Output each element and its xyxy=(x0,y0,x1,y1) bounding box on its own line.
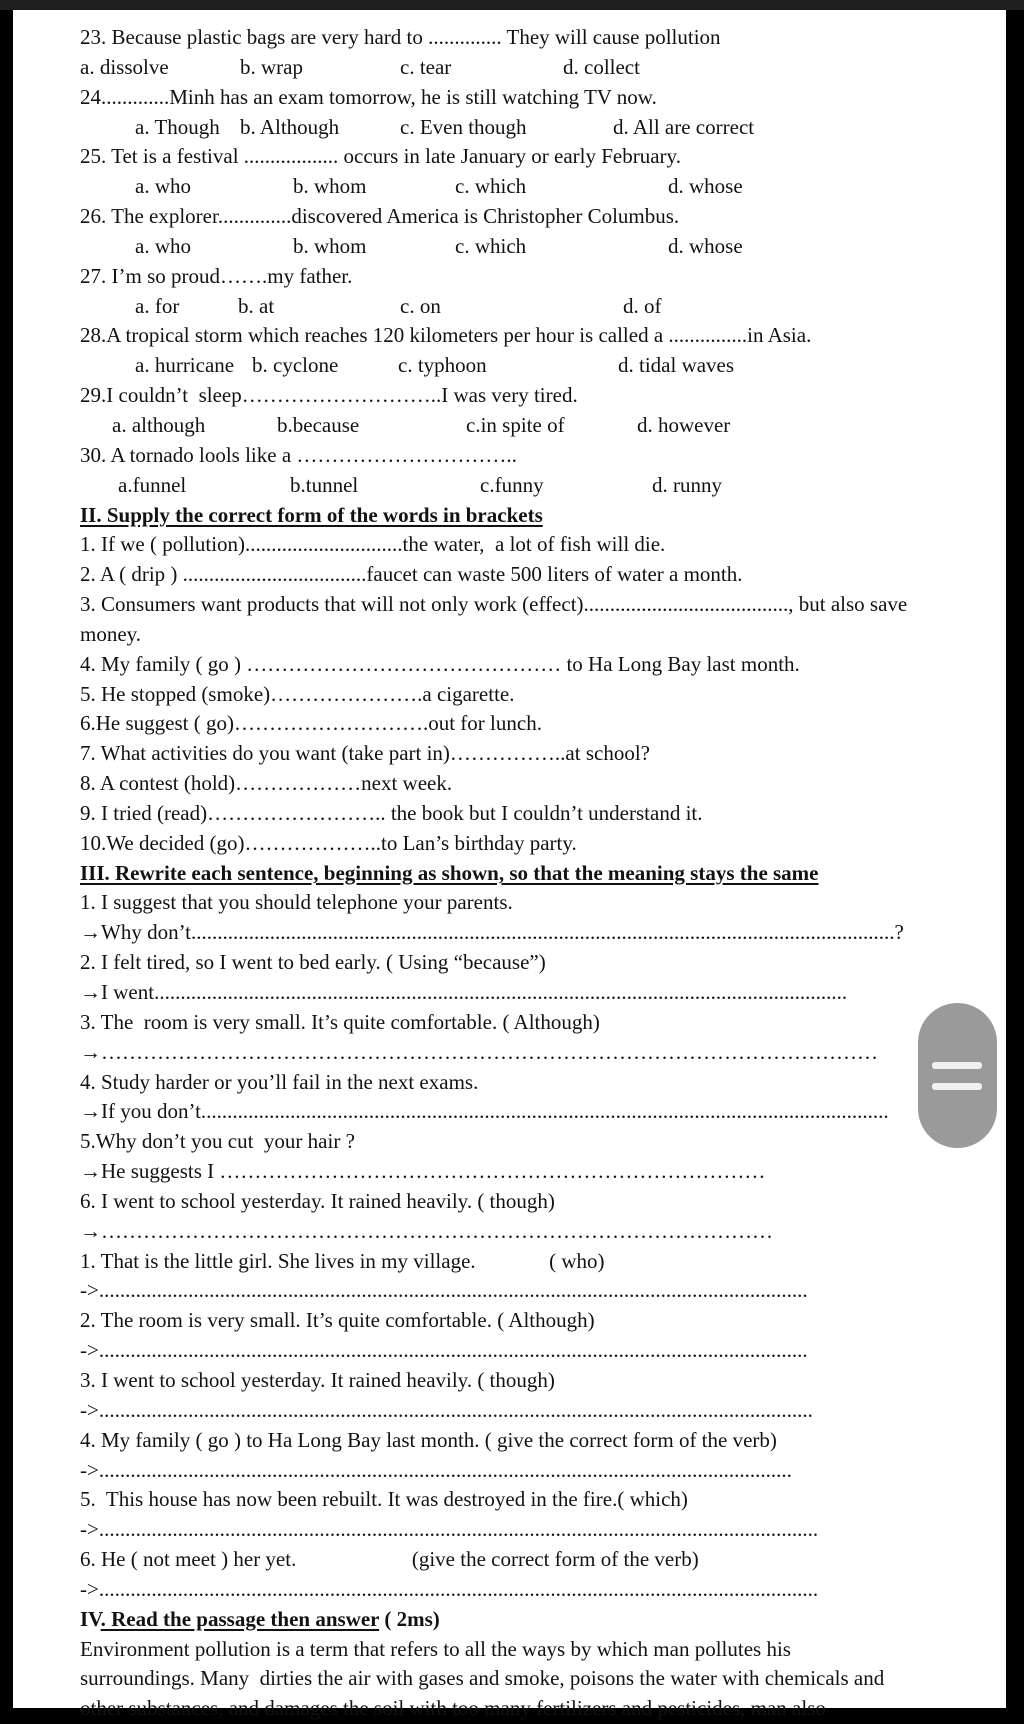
option-item: d. tidal waves xyxy=(618,353,735,378)
section-heading xyxy=(80,501,1006,531)
exam-text-line: 30. A tornado lools like a ………………………….. xyxy=(80,442,517,467)
option-item: a. although xyxy=(112,412,206,437)
answer-blank-line: →Why don’t......................................................................................................................................? xyxy=(80,920,904,945)
answer-blank-line: ->....................................................................................................................................... xyxy=(80,1278,808,1303)
option-item: c. on xyxy=(400,293,441,318)
exam-text-line: other substances, and damages the soil with too many fertilizers and pesticides, man also xyxy=(80,1696,826,1721)
exam-text-line: 2. The room is very small. It’s quite comfortable. ( Although) xyxy=(80,1308,595,1333)
options-row xyxy=(135,113,1006,143)
option-item: b. wrap xyxy=(240,54,303,79)
exam-text-line: 6. He ( not meet ) her yet. (give the correct form of the verb) xyxy=(80,1547,699,1572)
top-border-bar xyxy=(0,0,1024,10)
option-item: d. All are correct xyxy=(613,114,755,139)
exam-text-line: money. xyxy=(80,621,142,646)
option-item: a.funnel xyxy=(118,472,187,497)
option-item: d. runny xyxy=(652,472,722,497)
option-item: a. for xyxy=(135,293,180,318)
exam-text-line: 4. Study harder or you’ll fail in the next exams. xyxy=(80,1069,479,1094)
option-item: d. of xyxy=(623,293,662,318)
option-item: b.tunnel xyxy=(290,472,359,497)
option-item: b.because xyxy=(277,412,360,437)
answer-blank-line: ->....................................................................................................................................... xyxy=(80,1338,808,1363)
scroll-handle[interactable] xyxy=(918,1003,997,1148)
answer-blank-line: →I went.................................................................................................................................... xyxy=(80,980,848,1004)
exam-text-line: 2. I felt tired, so I went to bed early. ( Using “because”) xyxy=(80,950,546,975)
scroll-handle-grip-line xyxy=(932,1062,982,1069)
option-item: b. whom xyxy=(293,233,367,258)
exam-text-line: 1. I suggest that you should telephone your parents. xyxy=(80,890,513,915)
section-heading-part: ( 2ms) xyxy=(379,1606,440,1631)
exam-text-line: 5.Why don’t you cut your hair ? xyxy=(80,1129,355,1154)
options-row xyxy=(135,232,1006,262)
section-heading xyxy=(80,859,1006,889)
exam-text-line: 5. He stopped (smoke)………………….a cigarette. xyxy=(80,681,515,706)
exam-text-line: 29.I couldn’t sleep………………………..I was very tired. xyxy=(80,383,578,408)
option-item: b. cyclone xyxy=(252,353,339,378)
option-item: c. which xyxy=(455,233,527,258)
exam-text-line: 4. My family ( go ) ……………………………………… to Ha Long Bay last month. xyxy=(80,651,800,676)
exam-text-line: 9. I tried (read)…………………….. the book but I couldn’t understand it. xyxy=(80,800,703,825)
section-heading xyxy=(80,1605,1006,1635)
answer-blank-line: →If you don’t................................................................................................................................... xyxy=(80,1099,889,1124)
section-heading-text: II. Supply the correct form of the words in brackets xyxy=(80,502,543,527)
option-item: a. Though xyxy=(135,114,220,139)
exam-text-line: 27. I’m so proud…….my father. xyxy=(80,263,353,288)
exam-text-line: 10.We decided (go)………………..to Lan’s birthday party. xyxy=(80,830,577,855)
exam-text-line: 6.He suggest ( go)……………………….out for lunch. xyxy=(80,711,542,736)
options-row xyxy=(135,172,1006,202)
exam-text-line: 4. My family ( go ) to Ha Long Bay last month. ( give the correct form of the verb) xyxy=(80,1427,777,1452)
option-item: b. Although xyxy=(240,114,340,139)
answer-blank-line: →…………………………………………………………………………………… xyxy=(80,1218,773,1243)
document-page xyxy=(13,10,1006,1721)
options-row xyxy=(135,351,1006,381)
options-row xyxy=(135,292,1006,322)
answer-blank-line: ->......................................................................................................................................... xyxy=(80,1517,819,1542)
answer-blank-line: →He suggests I …………………………………………………………………… xyxy=(80,1159,766,1184)
option-item: c. typhoon xyxy=(398,353,487,378)
option-item: c. Even though xyxy=(400,114,527,139)
exam-text-line: 3. The room is very small. It’s quite comfortable. ( Although) xyxy=(80,1009,600,1034)
option-item: c.in spite of xyxy=(466,412,565,437)
exam-text-line: 8. A contest (hold)………………next week. xyxy=(80,771,453,796)
exam-text-line: 26. The explorer..............discovered America is Christopher Columbus. xyxy=(80,204,680,229)
option-item: a. dissolve xyxy=(80,54,169,79)
exam-text-line: 7. What activities do you want (take part in)……………..at school? xyxy=(80,741,650,766)
section-heading-part: IV xyxy=(80,1606,101,1631)
answer-blank-line: ->......................................................................................................................................... xyxy=(80,1576,819,1601)
exam-text-line: 5. This house has now been rebuilt. It was destroyed in the fire.( which) xyxy=(80,1487,688,1512)
exam-text-line: 6. I went to school yesterday. It rained heavily. ( though) xyxy=(80,1188,555,1213)
document-content xyxy=(13,10,1006,1724)
option-item: b. whom xyxy=(293,174,367,199)
exam-text-line: 23. Because plastic bags are very hard to .............. They will cause pollution xyxy=(80,25,721,49)
option-item: b. at xyxy=(238,293,275,318)
option-item: d. whose xyxy=(668,233,743,258)
answer-blank-line: →………………………………………………………………………………………………… xyxy=(80,1039,878,1064)
exam-text-line: 1. That is the little girl. She lives in my village. ( who) xyxy=(80,1248,605,1273)
option-item: c. which xyxy=(455,174,527,199)
option-item: c.funny xyxy=(480,472,544,497)
option-item: a. who xyxy=(135,174,191,199)
exam-text-line: 24.............Minh has an exam tomorrow, he is still watching TV now. xyxy=(80,84,657,109)
option-item: a. hurricane xyxy=(135,353,235,378)
answer-blank-line: ->.................................................................................................................................... xyxy=(80,1457,792,1482)
section-heading-text: III. Rewrite each sentence, beginning as shown, so that the meaning stays the same xyxy=(80,860,819,885)
option-item: c. tear xyxy=(400,54,452,79)
options-row xyxy=(80,53,1006,83)
section-heading-part: . Read the passage then answer xyxy=(100,1606,380,1631)
option-item: a. who xyxy=(135,233,191,258)
answer-blank-line: ->........................................................................................................................................ xyxy=(80,1397,813,1422)
exam-text-line: 3. I went to school yesterday. It rained heavily. ( though) xyxy=(80,1367,555,1392)
exam-text-line: 1. If we ( pollution)..............................the water, a lot of fish will die. xyxy=(80,532,666,557)
option-item: d. however xyxy=(637,412,731,437)
scroll-handle-grip-line xyxy=(932,1083,982,1090)
exam-text-line: 3. Consumers want products that will not only work (effect)......................................., but also save xyxy=(80,592,908,617)
exam-text-line: surroundings. Many dirties the air with gases and smoke, poisons the water with chemicals and xyxy=(80,1666,885,1691)
options-row xyxy=(118,471,1006,501)
exam-text-line: 28.A tropical storm which reaches 120 kilometers per hour is called a ...............in Asia. xyxy=(80,323,812,348)
exam-text-line: 2. A ( drip ) ...................................faucet can waste 500 liters of water a month. xyxy=(80,562,743,587)
exam-text-line: 25. Tet is a festival .................. occurs in late January or early February. xyxy=(80,144,681,169)
exam-text-line: Environment pollution is a term that refers to all the ways by which man pollutes his xyxy=(80,1636,791,1661)
options-row xyxy=(112,411,1006,441)
option-item: d. collect xyxy=(563,54,640,79)
option-item: d. whose xyxy=(668,174,743,199)
